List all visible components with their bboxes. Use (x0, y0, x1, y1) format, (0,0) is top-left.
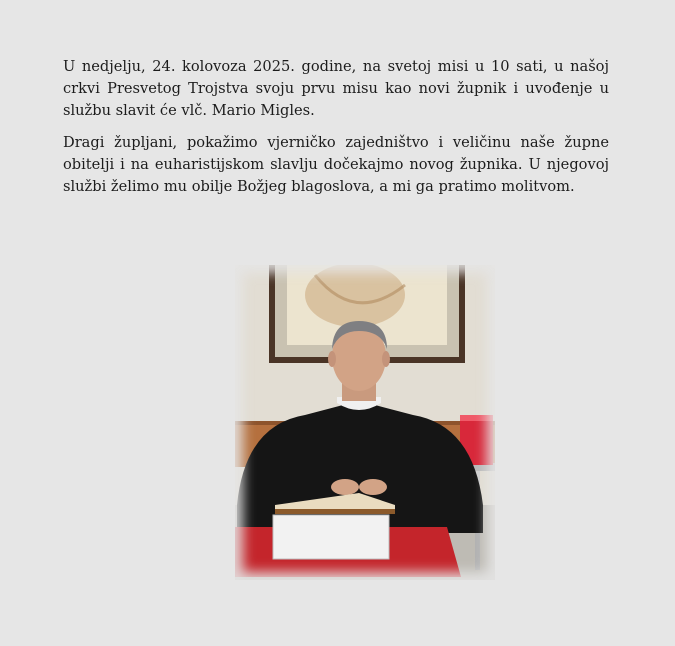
paragraph-announcement: U nedjelju, 24. kolovoza 2025. godine, na svetoj misi u 10 sati, u našoj crkvi Presvetog Trojstva svoju prvu misu kao novi župnik i uvođenje u službu slavit će vlč. Mario Migles. (63, 58, 609, 119)
article-text (63, 56, 609, 208)
priest-photo (235, 265, 495, 580)
paragraph-invitation: Dragi župljani, pokažimo vjerničko zajedništvo i veličinu naše župne obitelji i na euharistijskom slavlju dočekajmo novog župnika. U njegovoj službi želimo mu obilje Božjeg blagoslova, a mi ga pratimo molitvom. (63, 134, 609, 195)
priest-photo-illustration (235, 265, 495, 580)
